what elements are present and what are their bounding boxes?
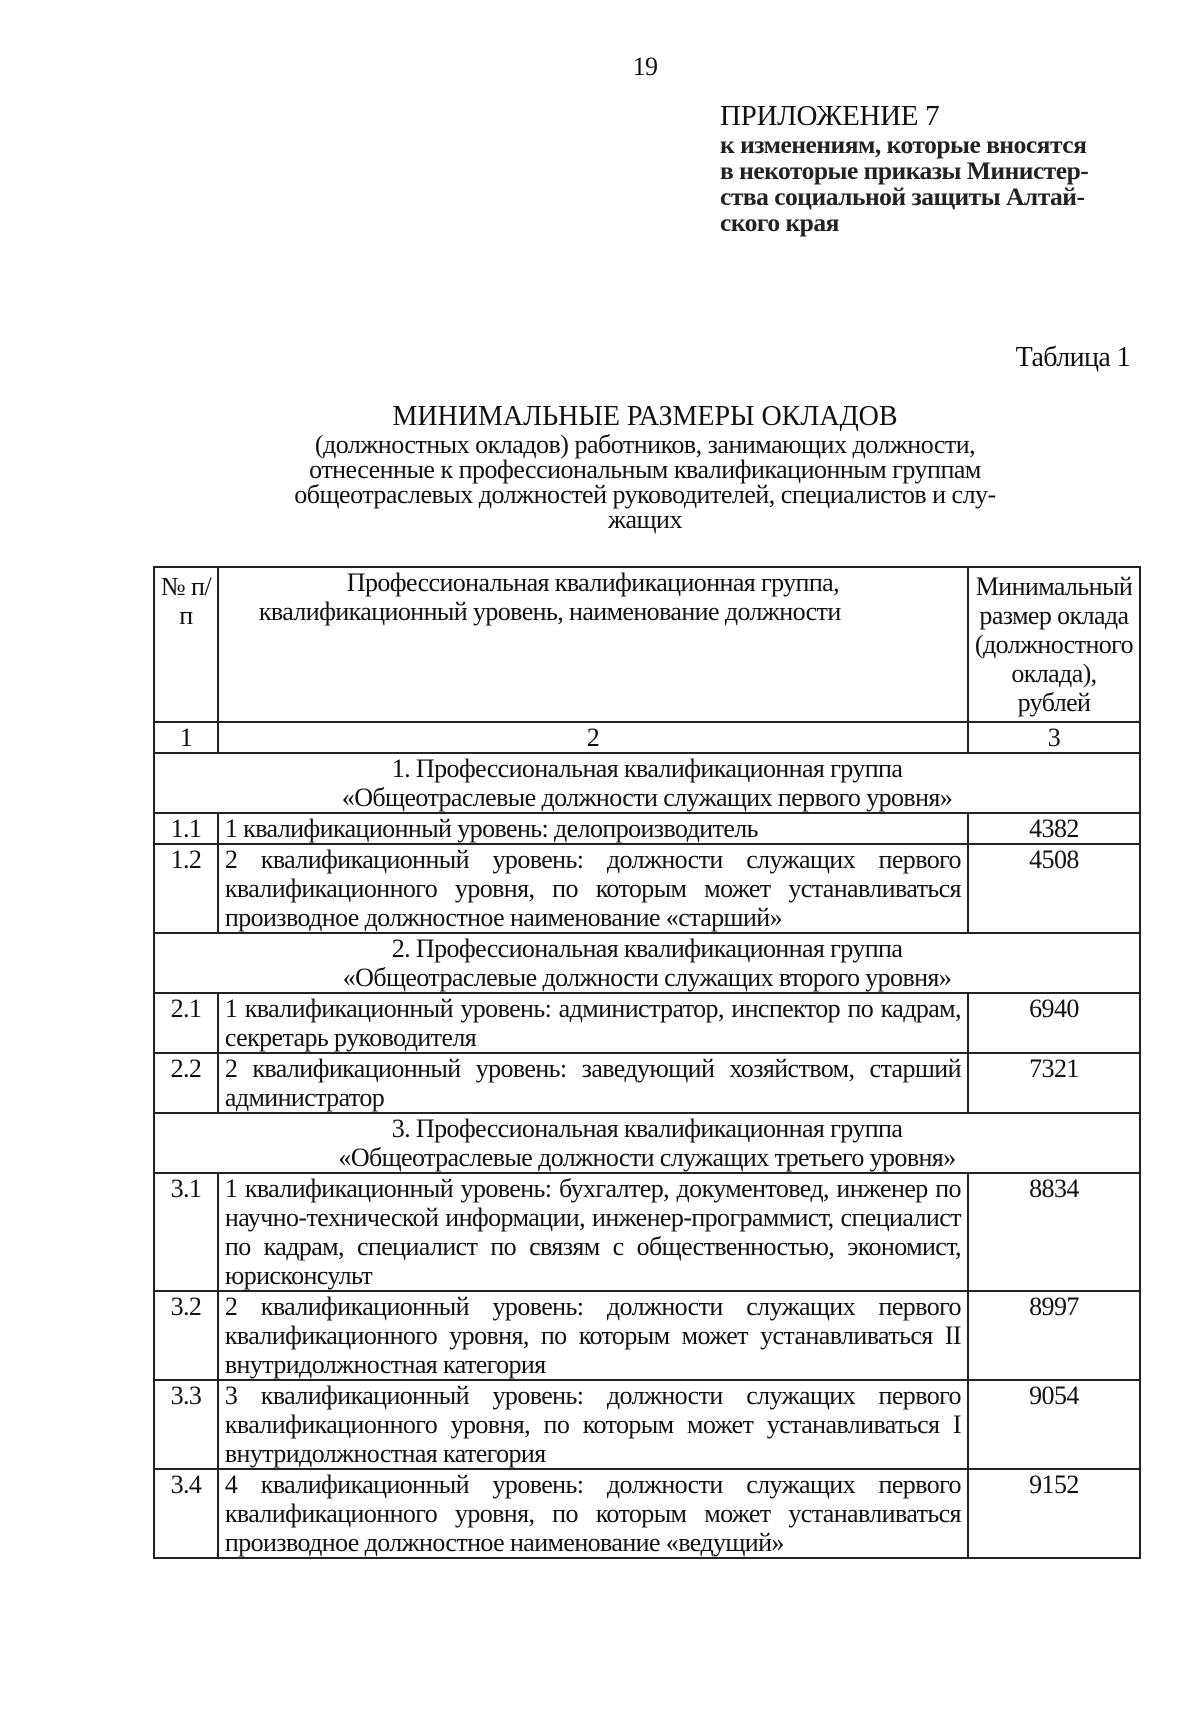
group-title-line: 2. Профессиональная квалификационная группа bbox=[391, 934, 903, 963]
group-title bbox=[154, 1113, 1140, 1173]
header-num: № п/п bbox=[154, 567, 218, 722]
salary-table bbox=[153, 566, 1141, 1559]
table-row bbox=[154, 1380, 1140, 1469]
title-heading: МИНИМАЛЬНЫЕ РАЗМЕРЫ ОКЛАДОВ bbox=[392, 401, 898, 432]
group-row bbox=[154, 1113, 1140, 1173]
row-number: 3.3 bbox=[154, 1380, 218, 1469]
table-row bbox=[154, 1053, 1140, 1113]
row-number: 2.2 bbox=[154, 1053, 218, 1113]
table-row bbox=[154, 813, 1140, 844]
appendix-heading: ПРИЛОЖЕНИЕ 7 bbox=[720, 100, 940, 132]
table-row bbox=[154, 1291, 1140, 1380]
row-description: 2 квалификационный уровень: должности служащих первого квалификационного уровня, по которым может устанавливаться производное должностное наименование «старший» bbox=[218, 844, 968, 933]
row-number: 1.1 bbox=[154, 813, 218, 844]
title-line: жащих bbox=[608, 505, 682, 534]
table-row bbox=[154, 844, 1140, 933]
table-header-row bbox=[154, 567, 1140, 722]
row-value: 8834 bbox=[968, 1173, 1140, 1291]
row-value: 4382 bbox=[968, 813, 1140, 844]
row-description: 2 квалификационный уровень: заведующий хозяйством, старший администратор bbox=[218, 1053, 968, 1113]
column-number: 3 bbox=[968, 722, 1140, 753]
header-description: Профессиональная квалификационная группа, квалификационный уровень, наименование должности bbox=[218, 567, 968, 722]
row-value: 9152 bbox=[968, 1469, 1140, 1558]
row-value: 9054 bbox=[968, 1380, 1140, 1469]
row-description: 3 квалификационный уровень: должности служащих первого квалификационного уровня, по которым может устанавливаться I внутридолжностная категория bbox=[218, 1380, 968, 1469]
column-number: 2 bbox=[218, 722, 968, 753]
appendix-line: ства социальной защиты Алтай- bbox=[720, 182, 1085, 211]
group-row bbox=[154, 933, 1140, 993]
group-title bbox=[154, 933, 1140, 993]
table-label: Таблица 1 bbox=[1015, 342, 1130, 373]
row-number: 1.2 bbox=[154, 844, 218, 933]
row-number: 3.2 bbox=[154, 1291, 218, 1380]
row-value: 7321 bbox=[968, 1053, 1140, 1113]
row-description: 1 квалификационный уровень: бухгалтер, документовед, инженер по научно-технической информации, инженер-программист, специалист по кадрам, специалист по связям с общественностью, экономист, юрисконсульт bbox=[218, 1173, 968, 1291]
page-number: 19 bbox=[632, 52, 658, 81]
column-number: 1 bbox=[154, 722, 218, 753]
appendix-line: в некоторые приказы Министер- bbox=[720, 156, 1089, 185]
title-line: отнесенные к профессиональным квалификационным группам bbox=[309, 455, 981, 484]
column-number-row bbox=[154, 722, 1140, 753]
document-title bbox=[210, 402, 1080, 532]
table-row bbox=[154, 993, 1140, 1053]
group-title-line: «Общеотраслевые должности служащих третьего уровня» bbox=[338, 1143, 956, 1172]
row-number: 3.4 bbox=[154, 1469, 218, 1558]
row-description: 1 квалификационный уровень: делопроизводитель bbox=[218, 813, 968, 844]
row-number: 3.1 bbox=[154, 1173, 218, 1291]
appendix-block bbox=[720, 100, 1140, 236]
group-title bbox=[154, 753, 1140, 813]
group-title-line: «Общеотраслевые должности служащих второго уровня» bbox=[342, 963, 952, 992]
title-line: (должностных окладов) работников, занимающих должности, bbox=[314, 430, 976, 459]
title-line: общеотраслевых должностей руководителей, специалистов и слу- bbox=[294, 480, 996, 509]
table-row bbox=[154, 1469, 1140, 1558]
row-description: 1 квалификационный уровень: администратор, инспектор по кадрам, секретарь руководителя bbox=[218, 993, 968, 1053]
row-description: 4 квалификационный уровень: должности служащих первого квалификационного уровня, по которым может устанавливаться производное должностное наименование «ведущий» bbox=[218, 1469, 968, 1558]
table-row bbox=[154, 1173, 1140, 1291]
group-row bbox=[154, 753, 1140, 813]
group-title-line: «Общеотраслевые должности служащих первого уровня» bbox=[341, 783, 953, 812]
row-value: 4508 bbox=[968, 844, 1140, 933]
row-description: 2 квалификационный уровень: должности служащих первого квалификационного уровня, по которым может устанавливаться II внутридолжностная категория bbox=[218, 1291, 968, 1380]
group-title-line: 3. Профессиональная квалификационная группа bbox=[391, 1114, 903, 1143]
row-number: 2.1 bbox=[154, 993, 218, 1053]
header-value: Минимальный размер оклада (должностного оклада), рублей bbox=[968, 567, 1140, 722]
appendix-line: к изменениям, которые вносятся bbox=[720, 130, 1087, 159]
row-value: 6940 bbox=[968, 993, 1140, 1053]
group-title-line: 1. Профессиональная квалификационная группа bbox=[391, 754, 903, 783]
row-value: 8997 bbox=[968, 1291, 1140, 1380]
appendix-line: ского края bbox=[720, 208, 839, 237]
